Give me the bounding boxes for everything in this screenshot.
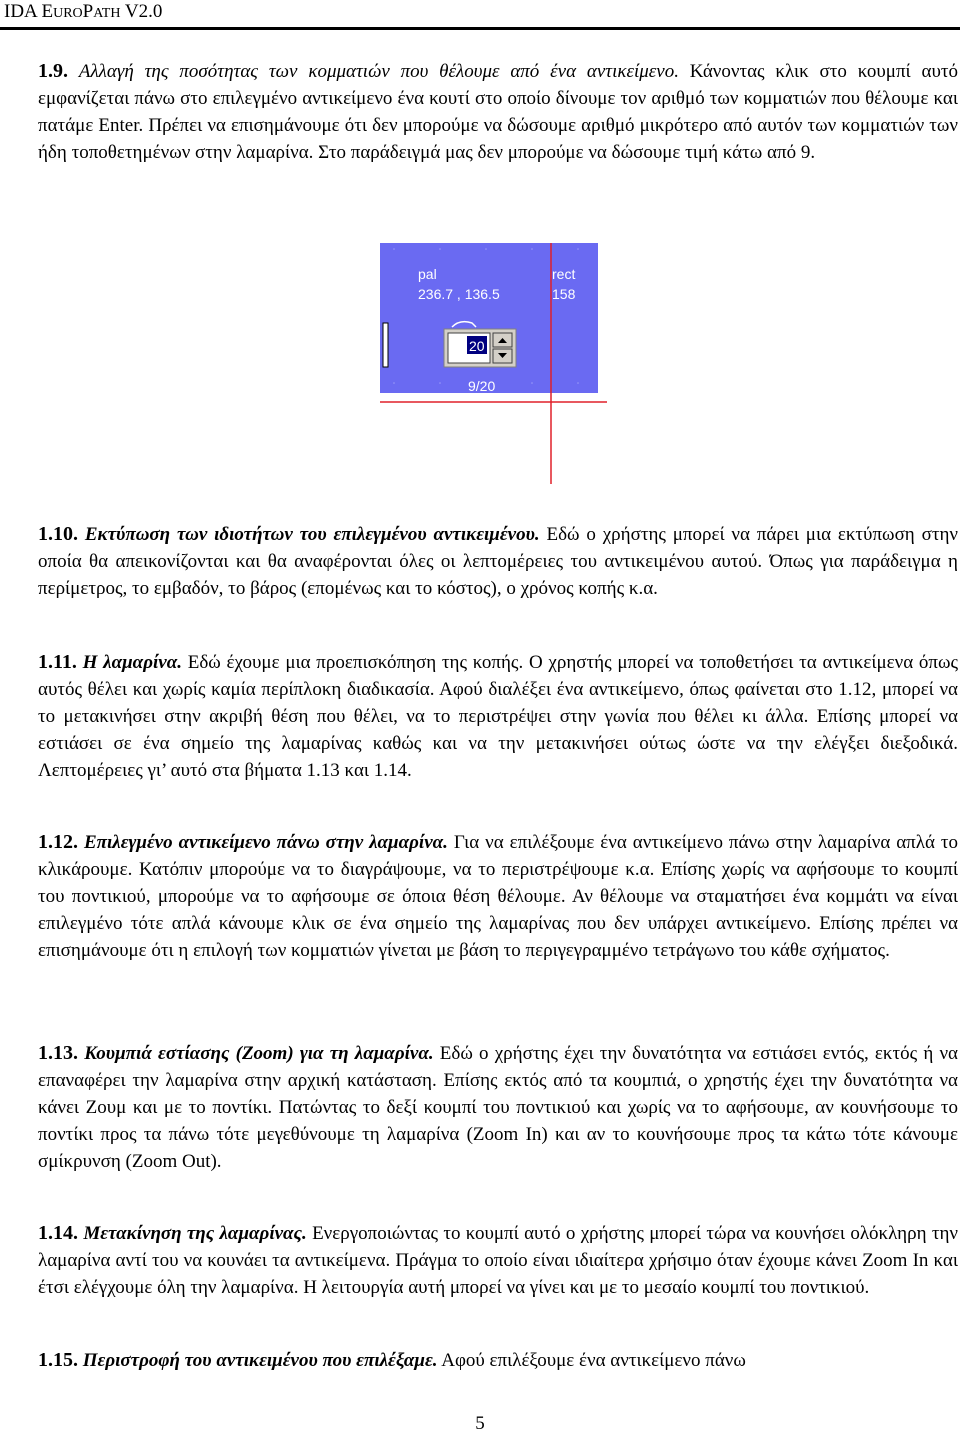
section-number: 1.12. — [38, 831, 78, 853]
section-title: Επιλεγμένο αντικείμενο πάνω στην λαμαρίνα. — [83, 832, 448, 853]
quantity-spinner — [444, 329, 516, 367]
section-number: 1.13. — [38, 1042, 78, 1064]
section-number: 1.9. — [38, 60, 68, 82]
section-number: 1.15. — [38, 1349, 78, 1371]
section-number: 1.11. — [38, 651, 77, 673]
section-body: Ενεργοποιώντας το κουμπί αυτό ο χρήστης μπορεί τώρα να κουνήσει ολόκληρη την λαμαρίνα αντί του να κουνάει τα αντικείμενα. Πράγμα το οποίο είναι ιδιαίτερα χρήσιμο όταν έχουμε κάνει Zoom In και έτσι ελέγχουμε όλη την λαμαρίνα. Η λειτουργία αυτή μπορεί να γίνει και με το μεσαίο κουμπί του ποντικιού. — [38, 1223, 958, 1298]
section-1-9 — [38, 58, 958, 166]
section-number: 1.10. — [38, 523, 78, 545]
section-1-12 — [38, 829, 958, 964]
section-1-15 — [38, 1347, 958, 1374]
section-1-11 — [38, 649, 958, 784]
label-rect: rect — [552, 266, 576, 282]
section-body: Εδώ ο χρήστης έχει την δυνατότητα να εστιάσει εντός, εκτός ή να επαναφέρει την λαμαρίνα στην αρχική κατάσταση. Επίσης εκτός από τα κουμπιά, ο χρηστής έχει την δυνατότητα να κάνει Ζουμ και με το ποντίκι. Πατώντας το δεξί κουμπί του ποντικιού και χωρίς να το αφήσουμε, αν κουνήσουμε το ποντίκι προς τα πάνω τότε μεγεθύνουμε τη λαμαρίνα (Zoom In) και αν το κουνήσουμε προς τα κάτω τότε κάνουμε σμίκρυνση (Zoom Out). — [38, 1043, 959, 1172]
section-body: Αφού επιλέξουμε ένα αντικείμενο πάνω — [437, 1350, 746, 1371]
spinner-value: 20 — [469, 338, 485, 354]
section-title: Κουμπιά εστίασης (Zoom) για τη λαμαρίνα. — [84, 1043, 434, 1064]
piece-count: 9/20 — [468, 378, 496, 394]
document-header: IDA EUROPATH V2.0 — [4, 1, 163, 22]
section-title: Η λαμαρίνα. — [82, 652, 182, 673]
section-1-13 — [38, 1040, 958, 1175]
page-number: 5 — [475, 1413, 485, 1434]
section-title: Μετακίνηση της λαμαρίνας. — [83, 1223, 307, 1244]
section-body: Για να επιλέξουμε ένα αντικείμενο πάνω στην λαμαρίνα απλά το κλικάρουμε. Κατόπιν μπορούμε να το διαγράψουμε, να το περιστρέψουμε κ.α. Επίσης χωρίς να αφήσουμε το κουμπί του ποντικιού, μπορούμε να το αφήσουμε σε όποια θέση θέλουμε. Αν θέλουμε να σταματήσει ένα κομμάτι να είναι επιλεγμένο τότε απλά κάνουμε κλικ σε ένα σημείο της λαμαρίνας που δεν υπάρχει αντικείμενο. Επίσης πρέπει να επισημάνουμε ότι η επιλογή των κομματιών γίνεται με βάση το περιγεγραμμένο τετράγωνο του κάθε σχήματος. — [38, 832, 958, 961]
label-rect-value: 158 — [552, 286, 576, 302]
section-title: Εκτύπωση των ιδιοτήτων του επιλεγμένου αντικειμένου. — [84, 524, 540, 545]
section-body: Εδώ έχουμε μια προεπισκόπηση της κοπής. Ο χρηστής μπορεί να τοποθετήσει τα αντικείμενα όπως αυτός θέλει και χωρίς καμία περίπλοκη διαδικασία. Αφού διαλέξει ένα αντικείμενο, όπως φαίνεται στο 1.12, μπορεί να το μετακινήσει στην ακριβή θέση που θέλει, να το περιστρέψει στην γωνία που θέλει κι άλλα. Επίσης μπορεί να εστιάσει σε ένα σημείο της λαμαρίνας καθώς και να την μετακινήσει ούτως ώστε να την ελέγξει διεξοδικά. Λεπτομέρειες γι’ αυτό στα βήματα 1.13 και 1.14. — [38, 652, 959, 781]
section-body: Εδώ ο χρήστης μπορεί να πάρει μια εκτύπωση στην οποία θα απεικονίζονται και θα αναφέρονται όλες οι λεπτομέρειες του αντικειμένου αυτού. Όπως για παράδειγμα η περίμετρος, το εμβαδόν, το βάρος (επομένως και το κόστος), ο χρόνος κοπής κ.α. — [38, 524, 958, 599]
label-pal: pal — [418, 266, 437, 282]
section-title: Αλλαγή της ποσότητας των κομματιών που θέλουμε από ένα αντικείμενο. — [78, 61, 679, 82]
section-title: Περιστροφή του αντικειμένου που επιλέξαμε. — [82, 1350, 438, 1371]
quantity-spinner-screenshot — [380, 243, 607, 484]
header-rule — [0, 27, 960, 30]
section-body: Κάνοντας κλικ στο κουμπί αυτό εμφανίζεται πάνω στο επιλεγμένο αντικείμενο ένα κουτί στο οποίο δίνουμε τον αριθμό των κομματιών που θέλουμε και πατάμε Enter. Πρέπει να επισημάνουμε ότι δεν μπορούμε να δώσουμε αριθμό μικρότερο από αυτόν των κομματιών των ήδη τοποθετημένων στην λαμαρίνα. Στο παράδειγμά μας δεν μπορούμε να δώσουμε τιμή κάτω από 9. — [38, 61, 958, 163]
section-number: 1.14. — [38, 1222, 78, 1244]
section-1-10 — [38, 521, 958, 602]
section-1-14 — [38, 1220, 958, 1301]
label-coords: 236.7 , 136.5 — [418, 286, 500, 302]
